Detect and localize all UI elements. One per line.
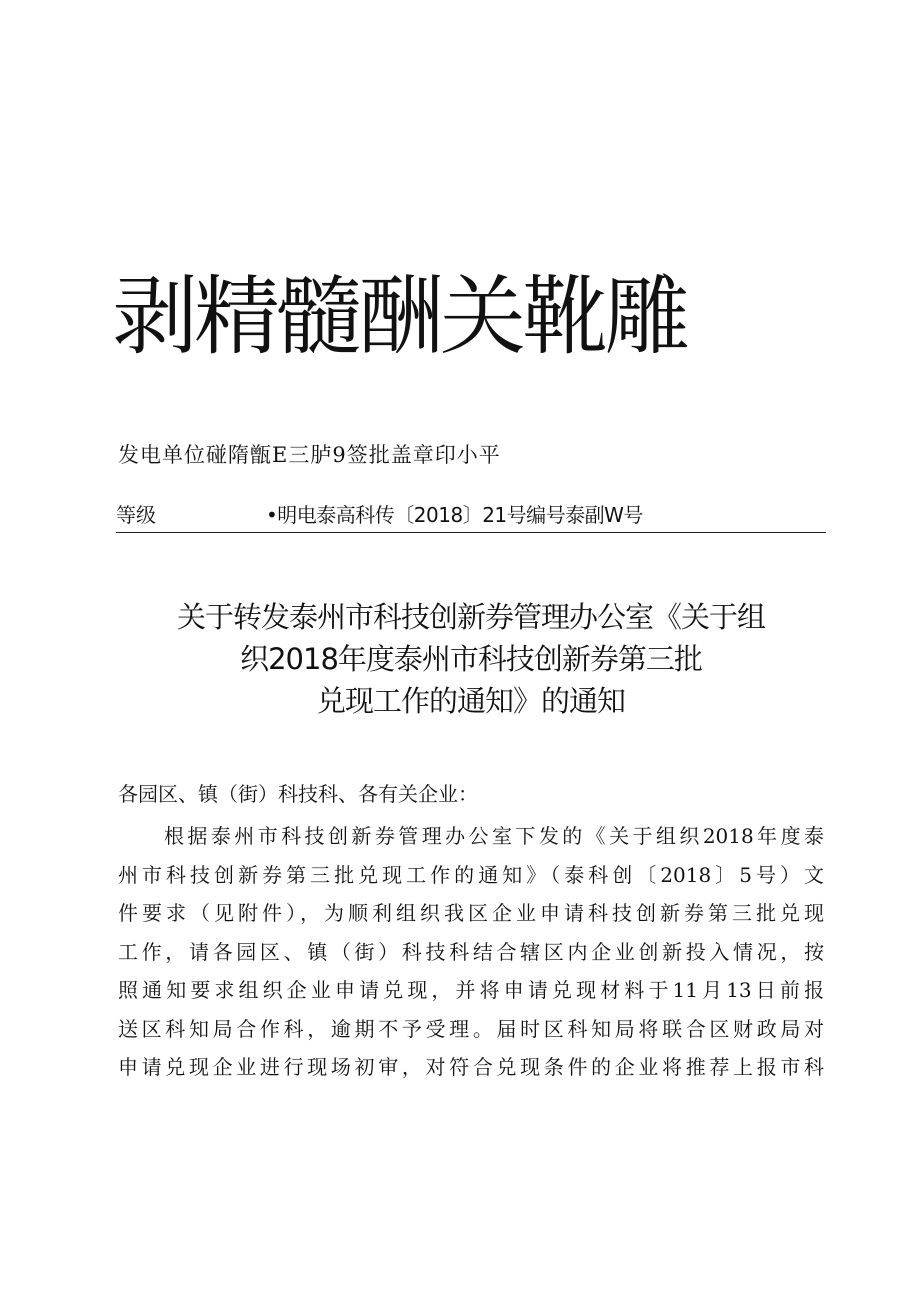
document-title [116, 596, 826, 722]
title-line: 织2018年度泰州市科技创新券第三批 [240, 642, 702, 676]
body-paragraph [118, 817, 824, 1087]
document-number: •明电泰高科传〔2018〕21号编号泰副W号 [266, 503, 643, 527]
header-divider [116, 532, 826, 533]
title-line: 关于转发泰州市科技创新券管理办公室《关于组 [176, 600, 765, 634]
body-line: 申请兑现企业进行现场初审，对符合兑现条件的企业将推荐上报市科 [118, 1055, 824, 1079]
body-line: 照通知要求组织企业申请兑现，并将申请兑现材料于11月13日前报 [118, 978, 824, 1002]
salutation: 各园区、镇（街）科技科、各有关企业： [118, 782, 478, 806]
body-line: 州市科技创新券第三批兑现工作的通知》（泰科创〔2018〕5号）文 [118, 862, 824, 887]
title-line: 兑现工作的通知》的通知 [316, 684, 625, 718]
reference-row [116, 500, 826, 530]
body-line: 送区科知局合作科，逾期不予受理。届时区科知局将联合区财政局对 [118, 1016, 824, 1041]
body-line: 工作，请各园区、镇（街）科技科结合辖区内企业创新投入情况，按 [118, 939, 824, 964]
body-line: 根据泰州市科技创新券管理办公室下发的《关于组织2018年度泰 [164, 824, 824, 848]
body-line: 件要求（见附件），为顺利组织我区企业申请科技创新券第三批兑现 [118, 901, 824, 925]
document-masthead: 剥精髓酬关靴雕 [112, 267, 686, 367]
reference-label: 等级 [116, 503, 156, 527]
issuer-line: 发电单位碰隋甑E三胪9签批盖章印小平 [118, 443, 501, 467]
